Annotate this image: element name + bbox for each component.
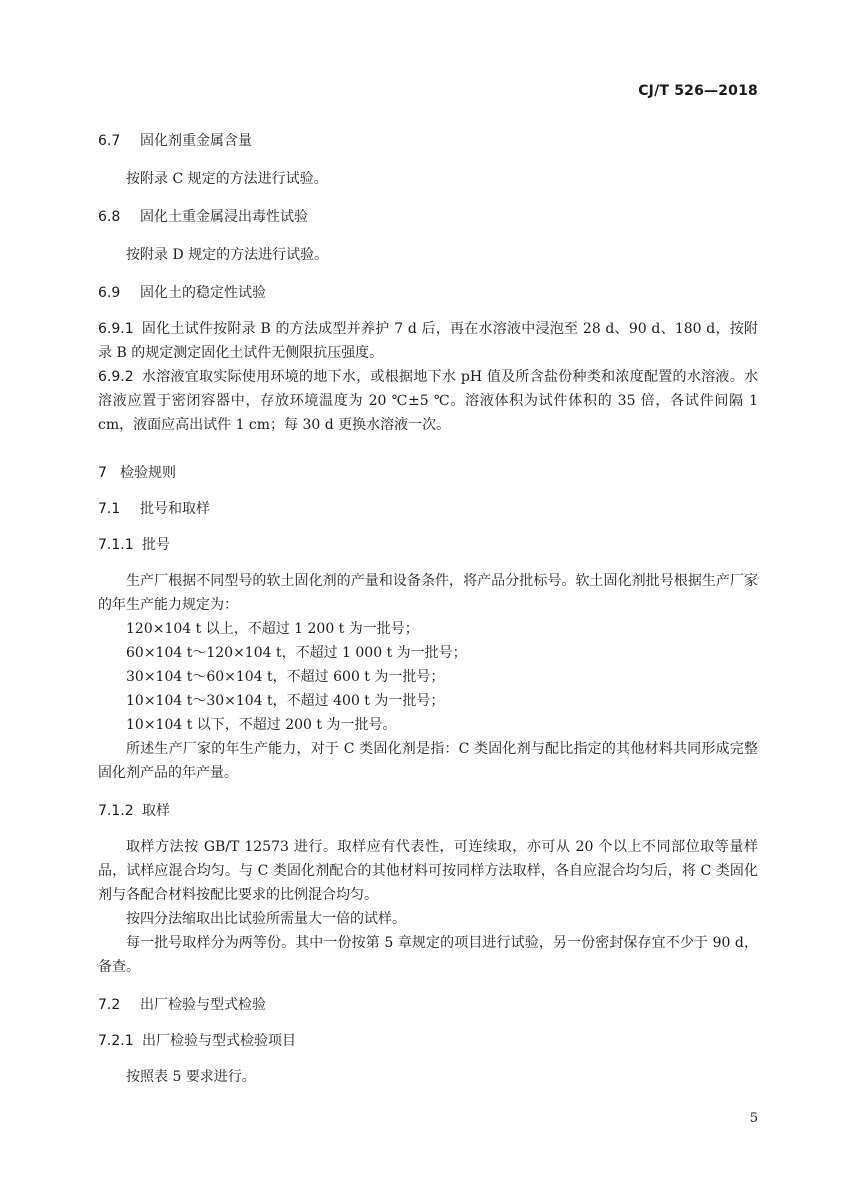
heading-number: 7 xyxy=(98,465,107,481)
clause-text: 水溶液宜取实际使用环境的地下水，或根据地下水 pH 值及所含盐份种类和浓度配置的水溶液。水溶液应置于密闭容器中，存放环境温度为 20 ℃±5 ℃。溶液体积为试件体积的 35 倍，各试件间隔 1 cm，液面应高出试件 1 cm；每 30 d 更换水溶液一次。 xyxy=(98,369,758,433)
clause-6-9-1 xyxy=(98,317,758,365)
clause-number: 6.9.2 xyxy=(98,369,134,385)
list-item: 10×104 t 以下，不超过 200 t 为一批号。 xyxy=(126,717,397,733)
heading-title: 检验规则 xyxy=(120,465,176,481)
heading-number: 7.1 xyxy=(98,501,121,517)
page-number: 5 xyxy=(749,1111,758,1126)
paragraph-6-8: 按附录 D 规定的方法进行试验。 xyxy=(126,247,329,263)
heading-number: 7.2.1 xyxy=(98,1033,134,1049)
list-item: 10×104 t～30×104 t，不超过 400 t 为一批号； xyxy=(126,693,445,709)
heading-number: 6.7 xyxy=(98,133,121,149)
paragraph-sampling-3: 每一批号取样分为两等份。其中一份按第 5 章规定的项目进行试验，另一份密封保存宜不少于 90 d，备查。 xyxy=(98,935,758,975)
heading-7-1-1 xyxy=(98,535,758,555)
heading-number: 6.8 xyxy=(98,209,121,225)
heading-7-1-2 xyxy=(98,801,758,821)
heading-title: 批号 xyxy=(142,537,170,553)
paragraph-batch-note: 所述生产厂家的年生产能力，对于 C 类固化剂是指：C 类固化剂与配比指定的其他材料共同形成完整固化剂产品的年产量。 xyxy=(98,741,758,781)
paragraph-7-2-1: 按照表 5 要求进行。 xyxy=(126,1069,256,1085)
heading-title: 批号和取样 xyxy=(140,501,210,517)
heading-number: 7.1.1 xyxy=(98,537,134,553)
heading-7-2-1 xyxy=(98,1031,758,1051)
heading-7 xyxy=(98,463,758,483)
list-item: 60×104 t～120×104 t，不超过 1 000 t 为一批号； xyxy=(126,645,467,661)
paragraph-sampling-2: 按四分法缩取出比试验所需量大一倍的试样。 xyxy=(126,911,406,927)
batch-list xyxy=(98,617,758,737)
list-item: 120×104 t 以上，不超过 1 200 t 为一批号； xyxy=(126,621,419,637)
heading-title: 出厂检验与型式检验项目 xyxy=(142,1033,296,1049)
heading-6-8 xyxy=(98,207,758,227)
standard-code: CJ/T 526—2018 xyxy=(638,83,758,99)
paragraph-batch-intro: 生产厂根据不同型号的软土固化剂的产量和设备条件，将产品分批标号。软土固化剂批号根据生产厂家的年生产能力规定为： xyxy=(98,573,758,613)
heading-7-1 xyxy=(98,499,758,519)
paragraph-sampling-1: 取样方法按 GB/T 12573 进行。取样应有代表性，可连续取，亦可从 20 个以上不同部位取等量样品，试样应混合均匀。与 C 类固化剂配合的其他材料可按同样方法取样，各自应混合均匀后，将 C 类固化剂与各配合材料按配比要求的比例混合均匀。 xyxy=(98,839,758,903)
heading-6-9 xyxy=(98,283,758,303)
clause-6-9-2 xyxy=(98,365,758,437)
heading-title: 出厂检验与型式检验 xyxy=(140,997,266,1013)
heading-title: 固化剂重金属含量 xyxy=(140,133,252,149)
heading-7-2 xyxy=(98,995,758,1015)
clause-text: 固化土试件按附录 B 的方法成型并养护 7 d 后，再在水溶液中浸泡至 28 d、90 d、180 d，按附录 B 的规定测定固化土试件无侧限抗压强度。 xyxy=(98,321,758,361)
list-item: 30×104 t～60×104 t，不超过 600 t 为一批号； xyxy=(126,669,445,685)
heading-6-7 xyxy=(98,131,758,151)
heading-number: 7.2 xyxy=(98,997,121,1013)
heading-title: 固化土重金属浸出毒性试验 xyxy=(140,209,308,225)
heading-number: 7.1.2 xyxy=(98,803,134,819)
paragraph-6-7: 按附录 C 规定的方法进行试验。 xyxy=(126,171,328,187)
page-content xyxy=(98,131,758,1089)
heading-number: 6.9 xyxy=(98,285,121,301)
clause-number: 6.9.1 xyxy=(98,321,134,337)
heading-title: 取样 xyxy=(142,803,170,819)
heading-title: 固化土的稳定性试验 xyxy=(140,285,266,301)
